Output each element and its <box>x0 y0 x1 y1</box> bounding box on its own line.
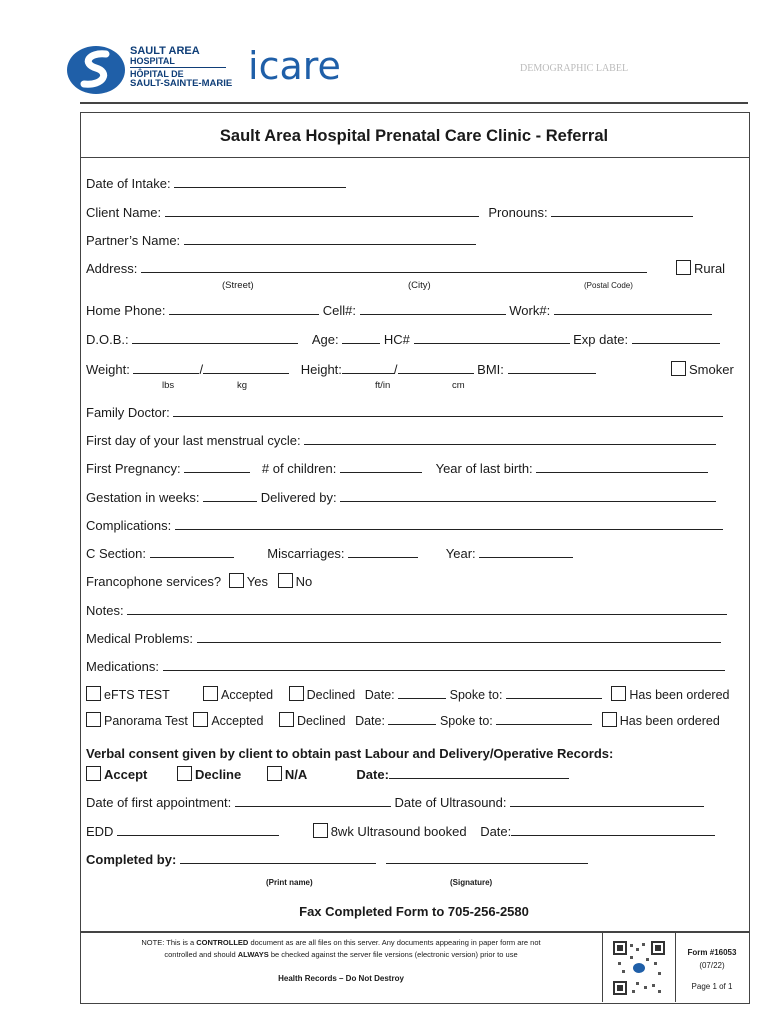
medical-problems-input[interactable] <box>197 630 721 643</box>
hospital-name-line2: HOSPITAL <box>130 56 175 66</box>
weight-slash: / <box>199 362 204 377</box>
pronouns-label: Pronouns: <box>488 205 548 220</box>
partner-label: Partner’s Name: <box>86 233 181 248</box>
children-label: # of children: <box>261 461 337 476</box>
year-last-birth-input[interactable] <box>536 460 708 473</box>
gestation-input[interactable] <box>203 489 257 502</box>
row-lmp <box>86 432 716 448</box>
form-date: (07/22) <box>699 961 725 970</box>
cm-caption: cm <box>452 380 465 391</box>
hc-input[interactable] <box>414 331 570 344</box>
title-rule <box>81 157 749 158</box>
hospital-logo <box>66 44 236 96</box>
lmp-label: First day of your last menstrual cycle: <box>86 433 301 448</box>
ultrasound-input[interactable] <box>510 794 704 807</box>
form-number: Form #16053 <box>687 948 737 957</box>
efts-label: eFTS TEST <box>104 688 170 702</box>
accept-label: Accept <box>104 767 148 782</box>
year-last-birth-label: Year of last birth: <box>435 461 533 476</box>
panorama-spoke-label: Spoke to: <box>439 714 493 728</box>
panorama-date-input[interactable] <box>388 712 436 725</box>
intake-label: Date of Intake: <box>86 176 171 191</box>
address-input[interactable] <box>141 260 647 273</box>
signature-input[interactable] <box>386 851 588 864</box>
note-part1: NOTE: This is a <box>141 938 197 947</box>
rural-checkbox[interactable] <box>676 260 691 275</box>
panorama-accepted-checkbox[interactable] <box>193 712 208 727</box>
efts-accepted-label: Accepted <box>221 688 274 702</box>
hospital-name-line1: SAULT AREA <box>130 45 200 57</box>
row-consent-options <box>86 766 569 782</box>
height-slash: / <box>393 362 398 377</box>
hospital-name-line4: SAULT-SAINTE-MARIE <box>130 78 233 89</box>
yes-label: Yes <box>246 574 268 589</box>
partner-input[interactable] <box>184 232 476 245</box>
consent-date-label: Date: <box>356 767 389 782</box>
print-name-caption: (Print name) <box>266 878 313 887</box>
header-rule <box>80 102 748 104</box>
lbs-caption: lbs <box>162 380 175 391</box>
row-medical <box>86 630 721 646</box>
row-panorama <box>86 712 720 728</box>
work-input[interactable] <box>554 302 712 315</box>
form-title: Sault Area Hospital Prenatal Care Clinic - Referral <box>219 127 609 145</box>
first-appt-input[interactable] <box>235 794 391 807</box>
first-pregnancy-label: First Pregnancy: <box>86 461 181 476</box>
no-label: No <box>295 574 313 589</box>
height-ft-input[interactable] <box>342 361 394 374</box>
panorama-spoke-input[interactable] <box>496 712 592 725</box>
consent-accept-checkbox[interactable] <box>86 766 101 781</box>
gestation-label: Gestation in weeks: <box>86 490 200 505</box>
edd-input[interactable] <box>117 823 279 836</box>
intake-input[interactable] <box>174 175 346 188</box>
qr-code-icon <box>612 940 666 996</box>
consent-decline-checkbox[interactable] <box>177 766 192 781</box>
dob-input[interactable] <box>132 331 298 344</box>
francophone-no-checkbox[interactable] <box>278 573 293 588</box>
efts-checkbox[interactable] <box>86 686 101 701</box>
demographic-label: DEMOGRAPHIC LABEL <box>520 63 629 74</box>
cell-label: Cell#: <box>322 303 356 318</box>
miscarriages-label: Miscarriages: <box>267 546 345 561</box>
fax-instruction: Fax Completed Form to 705-256-2580 <box>299 904 529 919</box>
icare-care: care <box>258 44 341 88</box>
pronouns-input[interactable] <box>551 204 693 217</box>
weight-label: Weight: <box>86 362 130 377</box>
note-part4: be checked against the server file versions (electronic version) prior to use <box>268 950 518 959</box>
efts-declined-label: Declined <box>306 688 356 702</box>
first-pregnancy-input[interactable] <box>184 460 250 473</box>
client-name-input[interactable] <box>165 204 479 217</box>
row-client <box>86 204 693 220</box>
address-label: Address: <box>86 261 138 276</box>
age-label: Age: <box>311 332 339 347</box>
delivered-by-input[interactable] <box>340 489 716 502</box>
row-dob <box>86 331 720 347</box>
francophone-yes-checkbox[interactable] <box>229 573 244 588</box>
health-records-text: Health Records – Do Not Destroy <box>278 974 404 983</box>
icare-i: i <box>248 44 259 88</box>
height-label: Height: <box>300 362 342 377</box>
home-phone-label: Home Phone: <box>86 303 166 318</box>
client-name-label: Client Name: <box>86 205 162 220</box>
na-label: N/A <box>284 767 307 782</box>
row-efts <box>86 686 729 702</box>
row-family-doctor <box>86 404 723 420</box>
c-section-input[interactable] <box>150 545 234 558</box>
row-address <box>86 260 647 276</box>
panorama-checkbox[interactable] <box>86 712 101 727</box>
note-controlled: CONTROLLED <box>196 938 249 947</box>
row-phones <box>86 302 712 318</box>
efts-date-input[interactable] <box>398 686 446 699</box>
footer-note <box>84 937 598 985</box>
family-doctor-input[interactable] <box>173 404 723 417</box>
rural-option[interactable] <box>676 260 725 276</box>
row-csection <box>86 545 573 561</box>
row-edd <box>86 823 715 839</box>
bmi-label: BMI: <box>477 362 504 377</box>
efts-ordered-checkbox[interactable] <box>611 686 626 701</box>
hospital-name-line3: HÔPITAL DE <box>130 69 184 79</box>
edd-date-input[interactable] <box>511 823 715 836</box>
year-label: Year: <box>445 546 476 561</box>
notes-input[interactable] <box>127 602 727 615</box>
city-caption: (City) <box>408 280 431 291</box>
bmi-input[interactable] <box>508 361 596 374</box>
street-caption: (Street) <box>222 280 254 291</box>
exp-date-label: Exp date: <box>573 332 629 347</box>
efts-accepted-checkbox[interactable] <box>203 686 218 701</box>
hospital-swoosh-icon <box>66 44 126 96</box>
panorama-accepted-label: Accepted <box>211 714 264 728</box>
year-input[interactable] <box>479 545 573 558</box>
delivered-by-label: Delivered by: <box>260 490 337 505</box>
row-partner <box>86 232 476 248</box>
miscarriages-input[interactable] <box>348 545 418 558</box>
row-complications <box>86 517 723 533</box>
age-input[interactable] <box>342 331 380 344</box>
efts-ordered-label: Has been ordered <box>629 688 730 702</box>
row-weight <box>86 361 596 377</box>
edd-date-label: Date: <box>480 824 512 839</box>
form-info <box>676 946 748 993</box>
ultrasound-label: Date of Ultrasound: <box>394 795 507 810</box>
lmp-input[interactable] <box>304 432 716 445</box>
row-pregnancy <box>86 460 708 476</box>
consent-date-input[interactable] <box>389 766 569 779</box>
row-intake <box>86 175 346 191</box>
home-phone-input[interactable] <box>169 302 319 315</box>
efts-spoke-input[interactable] <box>506 686 602 699</box>
weight-kg-input[interactable] <box>203 361 289 374</box>
efts-date-label: Date: <box>364 688 395 702</box>
note-always: ALWAYS <box>237 950 269 959</box>
panorama-ordered-checkbox[interactable] <box>602 712 617 727</box>
edd-label: EDD <box>86 824 114 839</box>
hc-label: HC# <box>383 332 410 347</box>
print-name-input[interactable] <box>180 851 376 864</box>
signature-caption: (Signature) <box>450 878 493 887</box>
note-part3: controlled and should <box>164 950 238 959</box>
smoker-option[interactable] <box>671 361 734 377</box>
note-part2: document as are all files on this server. Any documents appearing in paper form are not <box>248 938 541 947</box>
family-doctor-label: Family Doctor: <box>86 405 170 420</box>
row-completed <box>86 851 588 867</box>
height-cm-input[interactable] <box>398 361 474 374</box>
weight-lbs-input[interactable] <box>133 361 199 374</box>
efts-declined-checkbox[interactable] <box>289 686 304 701</box>
panorama-declined-checkbox[interactable] <box>279 712 294 727</box>
kg-caption: kg <box>237 380 248 391</box>
consent-na-checkbox[interactable] <box>267 766 282 781</box>
complications-label: Complications: <box>86 518 172 533</box>
wk8-checkbox[interactable] <box>313 823 328 838</box>
smoker-checkbox[interactable] <box>671 361 686 376</box>
efts-spoke-label: Spoke to: <box>449 688 503 702</box>
dob-label: D.O.B.: <box>86 332 129 347</box>
panorama-label: Panorama Test <box>104 714 188 728</box>
rural-label: Rural <box>694 261 726 276</box>
francophone-label: Francophone services? <box>86 574 222 589</box>
row-first-appt <box>86 794 704 810</box>
row-gestation <box>86 489 716 505</box>
postal-caption: (Postal Code) <box>584 281 633 290</box>
ftin-caption: ft/in <box>375 380 391 391</box>
cell-input[interactable] <box>360 302 506 315</box>
medical-problems-label: Medical Problems: <box>86 631 193 646</box>
exp-date-input[interactable] <box>632 331 720 344</box>
decline-label: Decline <box>194 767 242 782</box>
footer-divider-1 <box>602 932 603 1002</box>
consent-text: Verbal consent given by client to obtain past Labour and Delivery/Operative Records: <box>86 746 614 761</box>
c-section-label: C Section: <box>86 546 146 561</box>
row-notes <box>86 602 727 618</box>
panorama-declined-label: Declined <box>296 714 346 728</box>
work-label: Work#: <box>509 303 551 318</box>
completed-by-label: Completed by: <box>86 852 177 867</box>
medications-label: Medications: <box>86 659 159 674</box>
children-input[interactable] <box>340 460 422 473</box>
row-francophone <box>86 573 312 589</box>
notes-label: Notes: <box>86 603 124 618</box>
icare-logo <box>248 44 341 88</box>
panorama-date-label: Date: <box>355 714 385 728</box>
complications-input[interactable] <box>175 517 723 530</box>
smoker-label: Smoker <box>689 362 734 377</box>
page-number: Page 1 of 1 <box>691 982 733 991</box>
panorama-ordered-label: Has been ordered <box>619 714 720 728</box>
wk8-label: 8wk Ultrasound booked <box>330 824 467 839</box>
first-appt-label: Date of first appointment: <box>86 795 232 810</box>
row-medications <box>86 658 725 674</box>
medications-input[interactable] <box>163 658 725 671</box>
